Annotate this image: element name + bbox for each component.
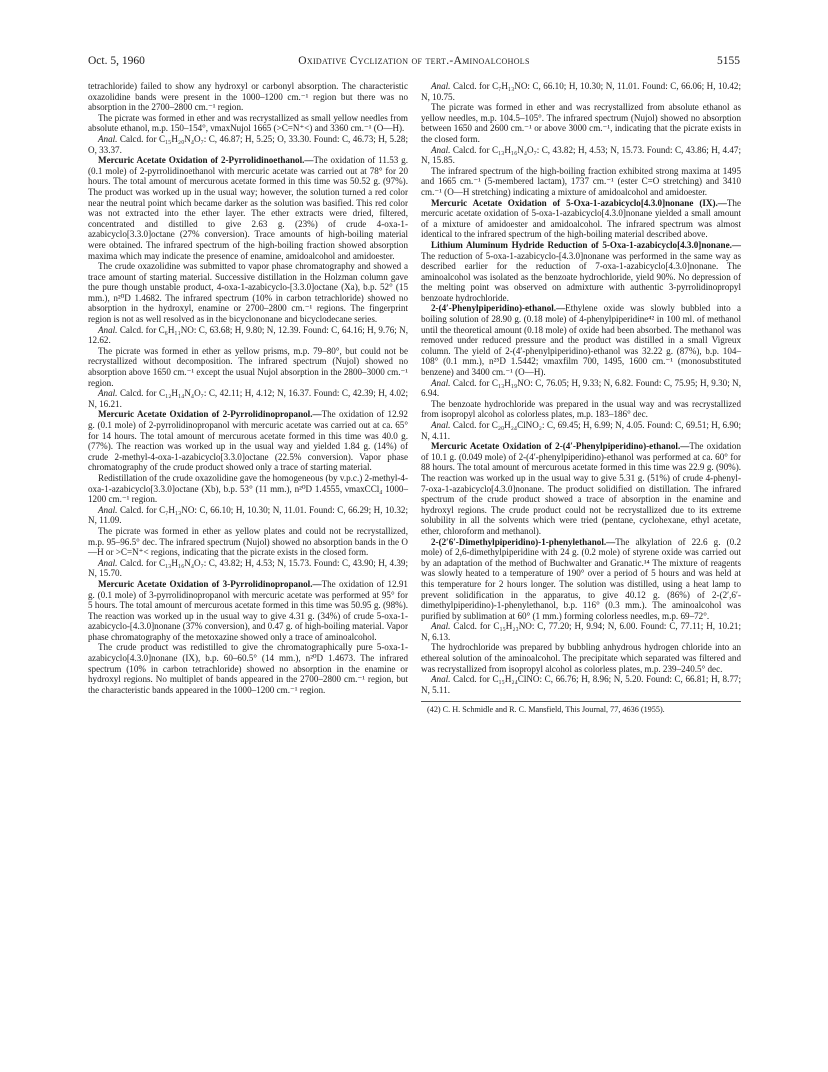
body-paragraph: The benzoate hydrochloride was prepared in the usual way and was recrystallized from isopropyl alcohol as colorless plates, m.p. 183–186° dec.	[421, 398, 741, 420]
analysis-text: Calcd. for C₇H₁₃NO: C, 66.10; H, 10.30; N, 11.01. Found: C, 66.06; H, 10.42; N, 10.75.	[421, 81, 741, 102]
section-heading: 2-(2′6′-Dimethylpiperidino)-1-phenylethanol.—	[431, 536, 616, 547]
analysis-paragraph	[421, 674, 741, 695]
section-heading: Mercuric Acetate Oxidation of 2-(4′-Phenylpiperidino)-ethanol.—	[431, 441, 690, 452]
analysis-text: Calcd. for C₁₅H₂₄ClNO: C, 66.76; H, 8.96; N, 5.20. Found: C, 66.81; H, 8.77; N, 5.11.	[421, 674, 741, 695]
body-paragraph: The picrate was formed in ether as yellow prisms, m.p. 79–80°, but could not be recrystallized without decomposition. The infrared spectrum (Nujol) showed no absorption above 1650 cm.⁻¹ except the usual Nujol absorption in the 2800–3000 cm.⁻¹ region.	[88, 345, 408, 388]
section-paragraph	[421, 303, 741, 377]
section-text: The oxidation of 11.53 g. (0.1 mole) of 2-pyrrolidinoethanol with mercuric acetate was carried out at 78° for 20 hours. The total amount of mercurous acetate formed in this time was 50.52 g. (97%). The product was worked up in the usual way; however, the solution turned a red color near the neutral point which became darker as the solution was basified. This red color was not extracted into the ether layer. The ether extracts were dried, filtered, concentrated and distilled to give 2.63 g. (23%) of crude 4-oxa-1-azabicyclo[3.3.0]octane (27% conversion). Trace amounts of high-boiling material were obtained. The infrared spectrum of the high-boiling fraction showed absorption maxima which may indicate the presence of enamine, amidoalcohol and amidoester.	[88, 155, 408, 261]
analysis-text: Calcd. for C₁₃H₁₆N₄O₇: C, 43.82; H, 4.53; N, 15.73. Found: C, 43.90; H, 4.39; N, 15.70.	[88, 557, 408, 579]
section-text: The alkylation of 22.6 g. (0.2 mole) of 2,6-dimethylpiperidine with 24 g. (0.2 mole) of styrene oxide was carried out by an adaptation of the method of Buchwalter and Granatic.¹⁴ The mixture of reagents was slowly heated to a temperature of 190° over a period of 5 hours and was held at this temperature for 2 hours longer. The solution was distilled, using a heat lamp to prevent solidification in the apparatus, to give 40.12 g. (86%) of 2-(2′,6′-dimethylpiperidino)-1-phenylethanol, b.p. 116° (0.3 mm.). The aminoalcohol was purified by sublimation at 60° (1 mm.) forming colorless needles, m.p. 69–72°.	[421, 536, 741, 621]
body-paragraph: The hydrochloride was prepared by bubbling anhydrous hydrogen chloride into an ethereal solution of the aminoalcohol. The precipitate which separated was filtered and was recrystallized from isopropyl alcohol as colorless plates, m.p. 239–240.5° dec.	[421, 642, 741, 674]
analysis-text: Calcd. for C₁₃H₁₆N₄O₇: C, 43.82; H, 4.53; N, 15.73. Found: C, 43.86; H, 4.47; N, 15.85.	[421, 144, 741, 166]
analysis-paragraph	[421, 621, 741, 642]
left-column	[88, 81, 408, 695]
analysis-paragraph	[421, 81, 741, 102]
body-paragraph: The picrate was formed in ether and was recrystallized from absolute ethanol as yellow needles, m.p. 104.5–105°. The infrared spectrum (Nujol) showed no absorption between 1650 and 2600 cm.⁻¹ or above 3000 cm.⁻¹, indicating that the picrate exists in the closed form.	[421, 102, 741, 144]
section-paragraph	[421, 198, 741, 240]
analysis-text: Calcd. for C₂₀H₂₄ClNO₂: C, 69.45; H, 6.99; N, 4.05. Found: C, 69.51; H, 6.90; N, 4.11.	[421, 420, 741, 441]
analysis-paragraph	[88, 325, 408, 346]
analysis-text: Calcd. for C₁₂H₁₄N₄O₇: C, 42.11; H, 4.12; N, 16.37. Found: C, 42.39; H, 4.02; N, 16.21.	[88, 388, 408, 409]
section-paragraph	[421, 240, 741, 304]
analysis-label: Anal.	[431, 144, 451, 155]
section-heading: Lithium Aluminum Hydride Reduction of 5-Oxa-1-azabicyclo[4.3.0]nonane.—	[431, 239, 741, 250]
analysis-paragraph	[88, 558, 408, 579]
analysis-paragraph	[421, 378, 741, 399]
analysis-label: Anal.	[98, 504, 118, 515]
section-paragraph	[88, 579, 408, 643]
analysis-label: Anal.	[98, 388, 118, 399]
section-paragraph	[421, 537, 741, 622]
analysis-label: Anal.	[431, 621, 451, 632]
analysis-label: Anal.	[431, 420, 451, 430]
footnote: (42) C. H. Schmidle and R. C. Mansfield, This Journal, 77, 4636 (1955).	[421, 701, 741, 715]
body-paragraph: The infrared spectrum of the high-boiling fraction exhibited strong maxima at 1495 and 1665 cm.⁻¹ (5-membered lactam), 1737 cm.⁻¹ (ester C=O stretching) and 3410 cm.⁻¹ (O—H stretching) indicating a mixture of amidoalcohol and amidoester.	[421, 165, 741, 197]
body-paragraph: Redistillation of the crude oxazolidine gave the homogeneous (by v.p.c.) 2-methyl-4-oxa-1-azabicyclo[3.3.0]octane (Xb), b.p. 53° (11 mm.), n²⁰D 1.4555, νmaxCCl₄ 1000–1200 cm.⁻¹ region.	[88, 472, 408, 505]
section-text: The oxidation of 12.91 g. (0.1 mole) of 3-pyrrolidinopropanol with mercuric acetate was performed at 95° for 5 hours. The total amount of mercurous acetate formed in this time was 50.95 g. (98%). The reaction was worked up in the usual way to give 4.31 g. (34%) of crude 5-oxa-1-azabicyclo-[4.3.0]nonane (37% conversion), and 0.47 g. of high-boiling material. Vapor phase chromatography of the metoxazine showed only a trace of aminoalcohol.	[88, 578, 408, 642]
header-title: Oxidative Cyclization of tert.-Aminoalcohols	[298, 55, 530, 67]
header-date: Oct. 5, 1960	[88, 55, 145, 67]
section-text: The oxidation of 10.1 g. (0.049 mole) of 2-(4′-phenylpiperidino)-ethanol was performed at ca. 60° for 88 hours. The total amount of mercurous acetate formed in this time was 22.9 g. (90%). The reaction was worked up in the usual way to give 5.31 g. (51%) of crude 4-phenyl-7-oxa-1-azabicyclo[4.3.0]nonane. The product solidified on distillation. The infrared spectrum of the crude product showed a trace of absorption in the enamine and hydroxyl regions. The crude product could not be recrystallized due to its extreme solubility in all the solvents which were tried (pentane, cyclohexane, ethyl acetate, ether, chloroform and methanol).	[421, 441, 741, 536]
analysis-text: Calcd. for C₇H₁₃NO: C, 66.10; H, 10.30; N, 11.01. Found: C, 66.29; H, 10.32; N, 11.09.	[88, 504, 408, 526]
right-column	[421, 81, 741, 715]
section-heading: Mercuric Acetate Oxidation of 2-Pyrrolidinopropanol.—	[98, 409, 322, 420]
section-text: Ethylene oxide was slowly bubbled into a boiling solution of 28.90 g. (0.18 mole) of 4-phenylpiperidine⁴² in 100 ml. of methanol until the theoretical amount (0.18 mole) of oxide had been absorbed. The methanol was removed under reduced pressure and the product was distilled in a small Vigreux column. The yield of 2-(4′-phenylpiperidino)-ethanol was 32.22 g. (87%), b.p. 104–108° (0.1 mm.), n²⁵D 1.5442; νmaxfilm 700, 1495, 1600 cm.⁻¹ (monosubstituted benzene) and 3400 cm.⁻¹ (O—H).	[421, 303, 741, 378]
analysis-text: Calcd. for C₁₅H₂₃NO: C, 77.20; H, 9.94; N, 6.00. Found: C, 77.11; H, 10.21; N, 6.13.	[421, 621, 741, 642]
section-heading: 2-(4′-Phenylpiperidino)-ethanol.—	[431, 303, 566, 314]
analysis-paragraph	[88, 134, 408, 155]
analysis-label: Anal.	[431, 377, 451, 388]
analysis-paragraph	[88, 388, 408, 409]
section-paragraph	[88, 409, 408, 473]
analysis-label: Anal.	[98, 133, 118, 144]
section-text: The reduction of 5-oxa-1-azabicyclo-[4.3.0]nonane was performed in the same way as described earlier for the reduction of 7-oxa-1-azabicyclo[4.3.0]nonane. The aminoalcohol was isolated as the benzoate hydrochloride, yield 90%. No depression of the melting point was observed on admixture with authentic 3-pyrrolidinopropyl benzoate hydrochloride.	[421, 250, 741, 303]
analysis-label: Anal.	[98, 557, 118, 568]
body-paragraph: tetrachloride) failed to show any hydroxyl or carbonyl absorption. The characteristic oxazolidine bands were present in the 1000–1200 cm.⁻¹ region but there was no absorption in the 2700–2800 cm.⁻¹ region.	[88, 81, 408, 113]
analysis-paragraph	[421, 145, 741, 166]
section-heading: Mercuric Acetate Oxidation of 5-Oxa-1-azabicyclo[4.3.0]nonane (IX).—	[431, 197, 727, 208]
section-text: The oxidation of 12.92 g. (0.1 mole) of 2-pyrrolidinopropanol with mercuric acetate was carried out at ca. 65° for 14 hours. The total amount of mercurous acetate formed in this time was 40.0 g. (77%). The reaction was worked up in the usual way and yielded 1.84 g. (14%) of crude 2-methyl-4-oxa-1-azabicyclo[3.3.0]octane (22.5% conversion). Vapor phase chromatography of the crude product showed only a trace of starting material.	[88, 409, 408, 473]
analysis-label: Anal.	[431, 674, 451, 685]
analysis-paragraph	[88, 505, 408, 526]
analysis-text: Calcd. for C₁₃H₁₉NO: C, 76.05; H, 9.33; N, 6.82. Found: C, 75.95; H, 9.30; N, 6.94.	[421, 377, 742, 399]
body-paragraph: The crude oxazolidine was submitted to vapor phase chromatography and showed a trace amount of starting material. Successive distillation in the Holzman column gave the pure though unstable product, 4-oxa-1-azabicyclo-[3.3.0]octane (Xa), b.p. 52° (15 mm.), n²⁰D 1.4682. The infrared spectrum (10% in carbon tetrachloride) showed no absorption in the hydroxyl, enamine or 2700–2800 cm.⁻¹ regions. The fingerprint region is not as well resolved as in the bicyclononane and bicyclodecane series.	[88, 261, 408, 325]
section-heading: Mercuric Acetate Oxidation of 2-Pyrrolidinoethanol.—	[98, 155, 314, 166]
running-header	[88, 55, 740, 71]
analysis-label: Anal.	[98, 324, 118, 335]
analysis-text: Calcd. for C₆H₁₁NO: C, 63.68; H, 9.80; N, 12.39. Found: C, 64.16; H, 9.76; N, 12.62.	[88, 324, 409, 346]
body-paragraph: The picrate was formed in ether as yellow plates and could not be recrystallized, m.p. 95–96.5° dec. The infrared spectrum (Nujol) showed no absorption bands in the O—H or >C=N⁺< regions, indicating that the picrate exists in the closed form.	[88, 525, 408, 558]
body-paragraph: The crude product was redistilled to give the chromatographically pure 5-oxa-1-azabicyclo[4.3.0]nonane (IX), b.p. 60–60.5° (14 mm.), n²⁰D 1.4673. The infrared spectrum (10% in carbon tetrachloride) showed no absorption in the enamine or hydroxyl regions. No multiplet of bands appeared in the 2700–2800 cm.⁻¹ region, but the characteristic bands appeared in the 1000–1200 cm.⁻¹ region.	[88, 642, 408, 695]
section-paragraph	[88, 155, 408, 261]
section-text: The mercuric acetate oxidation of 5-oxa-1-azabicyclo[4.3.0]nonane yielded a small amount of a mixture of amidoester and amidoalcohol. The infrared spectrum was almost identical to the infrared spectrum of the high-boiling material described above.	[421, 197, 741, 240]
page-number: 5155	[717, 55, 740, 67]
analysis-paragraph	[421, 420, 741, 441]
analysis-text: Calcd. for C₁₅H₂₀N₄O₇: C, 46.87; H, 5.25; O, 33.30. Found: C, 46.73; H, 5.28; O, 33.37.	[88, 133, 408, 155]
body-paragraph: The picrate was formed in ether and was recrystallized as small yellow needles from absolute ethanol, m.p. 150–154°, νmaxNujol 1665 (>C=N⁺<) and 3360 cm.⁻¹ (O—H).	[88, 112, 408, 134]
section-heading: Mercuric Acetate Oxidation of 3-Pyrrolidinopropanol.—	[98, 578, 322, 589]
analysis-label: Anal.	[431, 81, 451, 91]
section-paragraph	[421, 441, 741, 536]
